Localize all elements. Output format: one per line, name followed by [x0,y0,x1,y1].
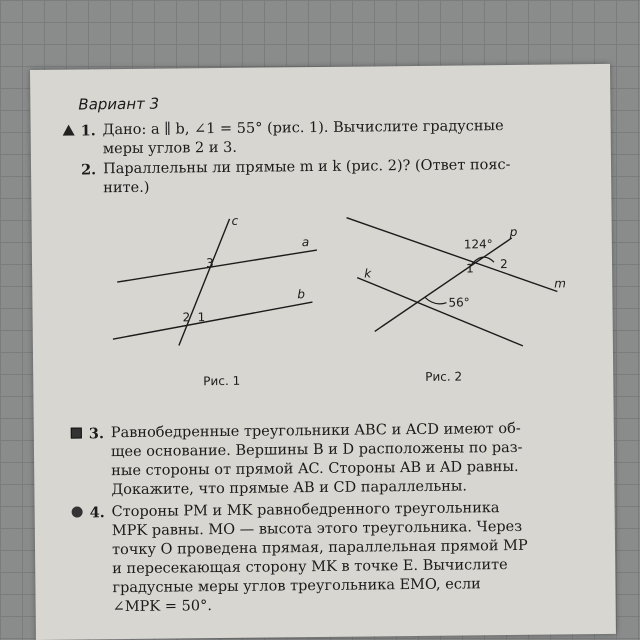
task-2 [81,155,601,200]
task-4 [90,498,606,623]
fig1-line-c [178,219,231,346]
fig2-angle-124: 124° [463,237,493,252]
triangle-difficulty-icon [63,125,75,136]
fig1-caption: Рис. 1 [203,373,241,389]
fig2-label-k: k [364,266,372,281]
task-4-number: 4. [89,504,105,522]
textbook-page [30,64,616,640]
task-4-line-5: градусные меры углов треугольника EMO, если [112,576,481,597]
square-difficulty-icon [71,427,82,438]
fig2-label-m: m [554,276,567,291]
task-4-line-2: MPK равны. MO — высота этого треугольника. Через [111,518,523,540]
task-1-number: 1. [80,122,96,140]
task-4-line-4: и пересекающая сторону MK в точке E. Вычислите [112,557,508,578]
fig2-label-p: p [509,224,518,239]
task-1-line-1: Дано: a ∥ b, ∠1 = 55° (рис. 1). Вычислите градусные [102,118,504,139]
fig2-angle-2: 2 [499,257,508,272]
fig1-line-b [112,302,312,339]
fig2-line-m [347,215,558,293]
task-1 [81,116,601,161]
fig2-caption: Рис. 2 [425,369,463,384]
variant-title: Вариант 3 [78,94,160,114]
task-3 [89,419,605,504]
task-2-number: 2. [80,161,97,179]
fig1-label-b: b [297,287,306,302]
fig2-angle-1: 1 [466,261,474,276]
task-4-line-3: точку O проведена прямая, параллельная прямой MP [111,537,528,559]
task-4-line-1: Стороны PM и MK равнобедренного треугольника [111,500,500,521]
task-2-line-2: ните.) [103,179,150,197]
task-3-line-1: Равнобедренные треугольники ABC и ACD имеют об- [110,420,521,442]
figure-2 [342,209,594,362]
fig1-angle-2: 2 [182,310,191,325]
fig1-line-a [117,250,317,282]
task-3-line-2: щее основание. Вершины B и D расположены по раз- [110,439,523,461]
task-3-line-3: ные стороны от прямой AC. Стороны AB и AD равны. [111,458,519,480]
fig2-angle-56: 56° [448,295,470,310]
task-3-line-4: Докажите, что прямые AB и CD параллельны. [111,478,468,499]
fig1-label-c: c [231,213,239,228]
fig1-angle-3: 3 [205,256,214,271]
fig1-angle-1: 1 [197,310,206,325]
figure-1 [112,212,343,354]
task-1-line-2: меры углов 2 и 3. [102,139,237,158]
task-2-line-1: Параллельны ли прямые m и k (рис. 2)? (Ответ пояс- [102,156,511,178]
circle-difficulty-icon [72,506,83,517]
fig1-label-a: a [301,235,310,250]
task-4-line-6: ∠MPK = 50°. [112,598,212,616]
fig2-arc-56 [424,297,446,304]
task-3-number: 3. [88,425,105,443]
